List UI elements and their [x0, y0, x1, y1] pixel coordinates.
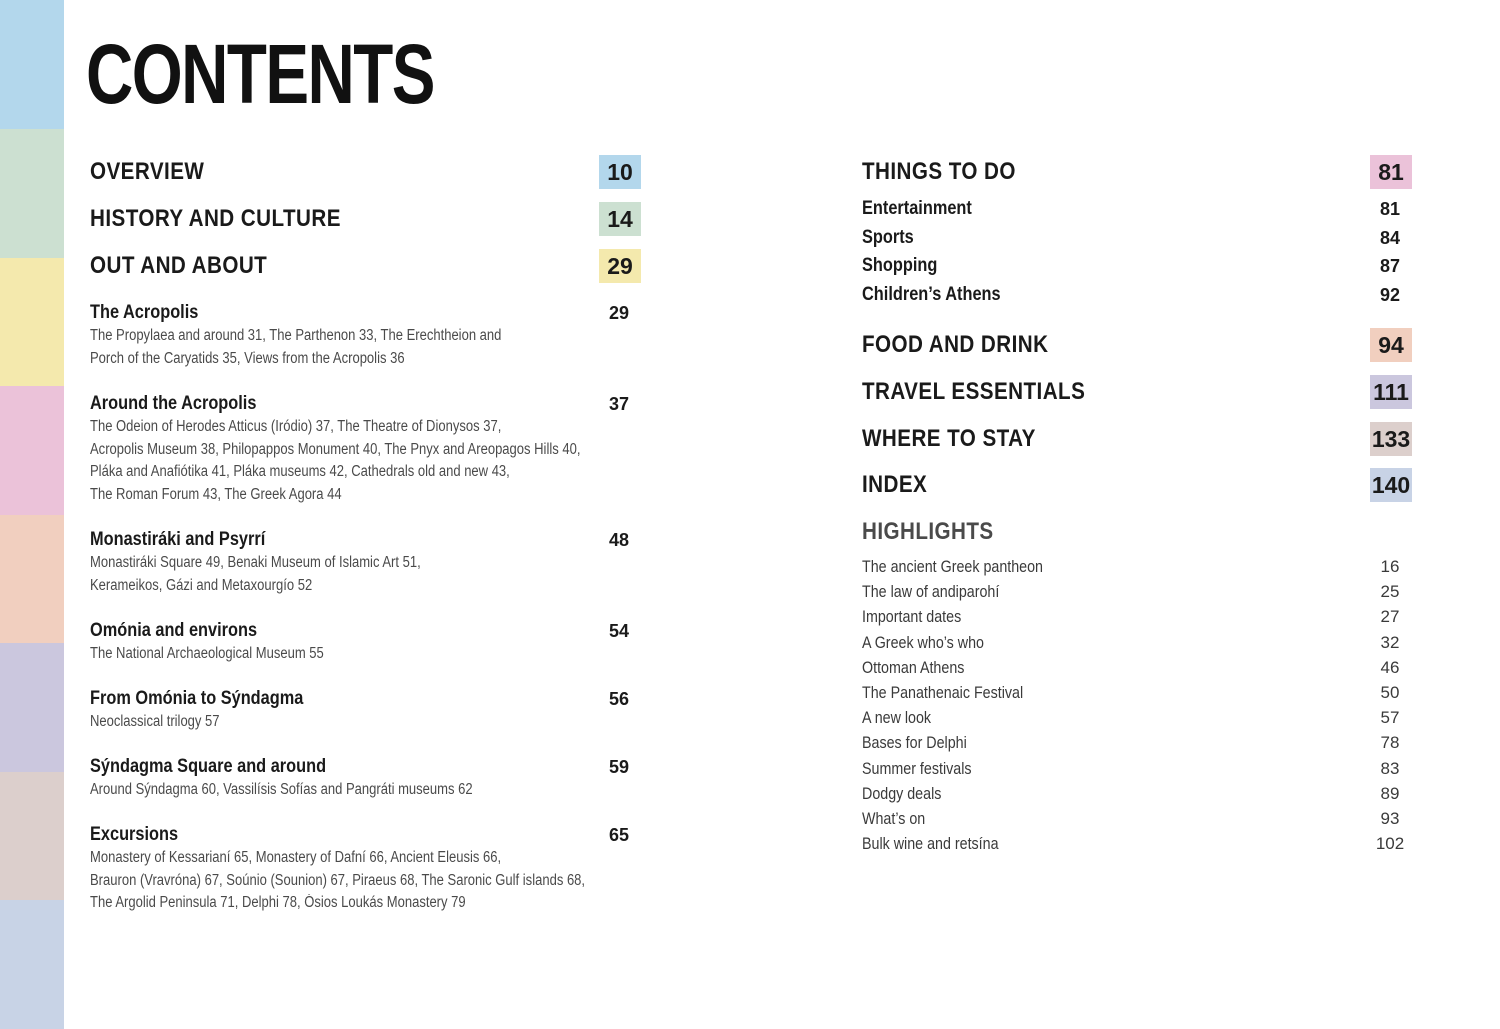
highlight-item-label[interactable]: Important dates [862, 607, 962, 627]
entry-syndagma-title[interactable]: Sýndagma Square and around [90, 756, 327, 777]
highlight-item-label[interactable]: A new look [862, 708, 932, 728]
highlight-item-page[interactable]: 93 [1380, 809, 1400, 828]
things-item-entertainment[interactable]: Entertainment [862, 198, 972, 219]
page-box-out-and-about[interactable]: 29 [599, 249, 641, 283]
highlight-item-page[interactable]: 46 [1380, 657, 1400, 677]
section-out-and-about[interactable]: OUT AND ABOUT [90, 252, 268, 279]
entry-omonia-detail: The National Archaeological Museum 55 [90, 645, 324, 662]
section-where-to-stay[interactable]: WHERE TO STAY [862, 425, 1036, 452]
entry-excursions-detail: The Argolid Peninsula 71, Delphi 78, Ósios Loukás Monastery 79 [90, 894, 466, 911]
highlight-item-page[interactable]: 50 [1380, 683, 1400, 702]
entry-excursions-page[interactable]: 65 [608, 825, 630, 845]
section-history[interactable]: HISTORY AND CULTURE [90, 205, 341, 232]
highlight-item-label[interactable]: The Panathenaic Festival [862, 683, 1024, 702]
page-box-overview[interactable]: 10 [599, 155, 641, 189]
highlight-item-label[interactable]: Bases for Delphi [862, 733, 967, 753]
entry-monastiraki-page[interactable]: 48 [608, 530, 630, 550]
stripe-things [0, 386, 64, 515]
page-box-where-to-stay[interactable]: 133 [1370, 422, 1412, 456]
section-travel-essentials[interactable]: TRAVEL ESSENTIALS [862, 378, 1086, 405]
highlight-item-label[interactable]: Bulk wine and retsína [862, 834, 999, 854]
highlight-item-page[interactable]: 25 [1380, 582, 1400, 602]
things-item-childrens-athens[interactable]: Children’s Athens [862, 284, 1001, 305]
things-item-page[interactable]: 92 [1379, 285, 1401, 305]
entry-excursions-detail: Brauron (Vravróna) 67, Soúnio (Sounion) 67, Piraeus 68, The Saronic Gulf islands 68, [90, 872, 586, 889]
entry-excursions-detail: Monastery of Kessarianí 65, Monastery of Dafní 66, Ancient Eleusis 66, [90, 849, 502, 866]
entry-syndagma-detail: Around Sýndagma 60, Vassilísis Sofías and Pangráti museums 62 [90, 781, 473, 798]
entry-syndagma-page[interactable]: 59 [608, 757, 630, 777]
section-food-and-drink[interactable]: FOOD AND DRINK [862, 331, 1049, 358]
color-stripe-bar [0, 0, 64, 1029]
entry-acropolis-page[interactable]: 29 [608, 303, 630, 323]
stripe-out-about [0, 258, 64, 386]
highlight-item-page[interactable]: 89 [1380, 783, 1400, 803]
things-item-page[interactable]: 87 [1379, 256, 1401, 276]
highlight-item-page[interactable]: 78 [1380, 733, 1400, 753]
entry-monastiraki-detail: Kerameikos, Gázi and Metaxourgío 52 [90, 577, 313, 594]
entry-around-acropolis-page[interactable]: 37 [608, 394, 630, 414]
highlight-item-label[interactable]: The law of andiparohí [862, 582, 1000, 602]
stripe-index [0, 900, 64, 1029]
highlight-item-label[interactable]: Ottoman Athens [862, 657, 965, 677]
highlight-item-page[interactable]: 57 [1380, 708, 1400, 728]
stripe-travel [0, 643, 64, 772]
things-item-sports[interactable]: Sports [862, 227, 914, 248]
page-box-index[interactable]: 140 [1370, 468, 1412, 502]
page-title: CONTENTS [86, 27, 434, 121]
entry-around-acropolis-detail: Acropolis Museum 38, Philopappos Monument 40, The Pnyx and Areopagos Hills 40, [90, 441, 581, 458]
entry-around-acropolis-detail: Pláka and Anafiótika 41, Pláka museums 42, Cathedrals old and new 43, [90, 463, 510, 480]
entry-omonia-title[interactable]: Omónia and environs [90, 620, 258, 641]
highlight-item-label[interactable]: Summer festivals [862, 758, 972, 778]
entry-excursions-title[interactable]: Excursions [90, 824, 179, 845]
entry-around-acropolis-detail: The Odeion of Herodes Atticus (Iródio) 37, The Theatre of Dionysos 37, [90, 418, 502, 435]
highlight-item-label[interactable]: What’s on [862, 809, 926, 828]
highlight-item-page[interactable]: 102 [1375, 834, 1405, 854]
entry-omonia-syndagma-detail: Neoclassical trilogy 57 [90, 713, 220, 730]
things-item-page[interactable]: 84 [1379, 228, 1401, 248]
page-box-travel-essentials[interactable]: 111 [1370, 375, 1412, 409]
stripe-food [0, 515, 64, 643]
stripe-history [0, 129, 64, 258]
entry-omonia-page[interactable]: 54 [608, 621, 630, 641]
page-box-food-and-drink[interactable]: 94 [1370, 328, 1412, 362]
entry-acropolis-detail: The Propylaea and around 31, The Parthenon 33, The Erechtheion and [90, 327, 502, 344]
section-things-to-do[interactable]: THINGS TO DO [862, 158, 1016, 185]
highlight-item-label[interactable]: A Greek who’s who [862, 632, 984, 652]
highlight-item-label[interactable]: The ancient Greek pantheon [862, 557, 1044, 576]
highlight-item-label[interactable]: Dodgy deals [862, 783, 942, 803]
section-overview[interactable]: OVERVIEW [90, 158, 205, 185]
entry-around-acropolis-title[interactable]: Around the Acropolis [90, 393, 257, 414]
highlight-item-page[interactable]: 16 [1380, 557, 1400, 576]
highlights-heading: HIGHLIGHTS [862, 518, 994, 545]
highlight-item-page[interactable]: 83 [1380, 758, 1400, 778]
page-box-history[interactable]: 14 [599, 202, 641, 236]
things-item-page[interactable]: 81 [1379, 199, 1401, 219]
entry-omonia-syndagma-page[interactable]: 56 [608, 689, 630, 709]
highlight-item-page[interactable]: 32 [1380, 632, 1400, 652]
entry-omonia-syndagma-title[interactable]: From Omónia to Sýndagma [90, 688, 304, 709]
entry-acropolis-detail: Porch of the Caryatids 35, Views from the Acropolis 36 [90, 350, 405, 367]
entry-around-acropolis-detail: The Roman Forum 43, The Greek Agora 44 [90, 486, 342, 503]
section-index[interactable]: INDEX [862, 471, 928, 498]
page-box-things-to-do[interactable]: 81 [1370, 155, 1412, 189]
entry-monastiraki-detail: Monastiráki Square 49, Benaki Museum of Islamic Art 51, [90, 554, 421, 571]
stripe-overview [0, 0, 64, 129]
highlight-item-page[interactable]: 27 [1380, 607, 1400, 627]
entry-monastiraki-title[interactable]: Monastiráki and Psyrrí [90, 529, 266, 550]
stripe-stay [0, 772, 64, 900]
things-item-shopping[interactable]: Shopping [862, 255, 938, 276]
entry-acropolis-title[interactable]: The Acropolis [90, 302, 199, 323]
